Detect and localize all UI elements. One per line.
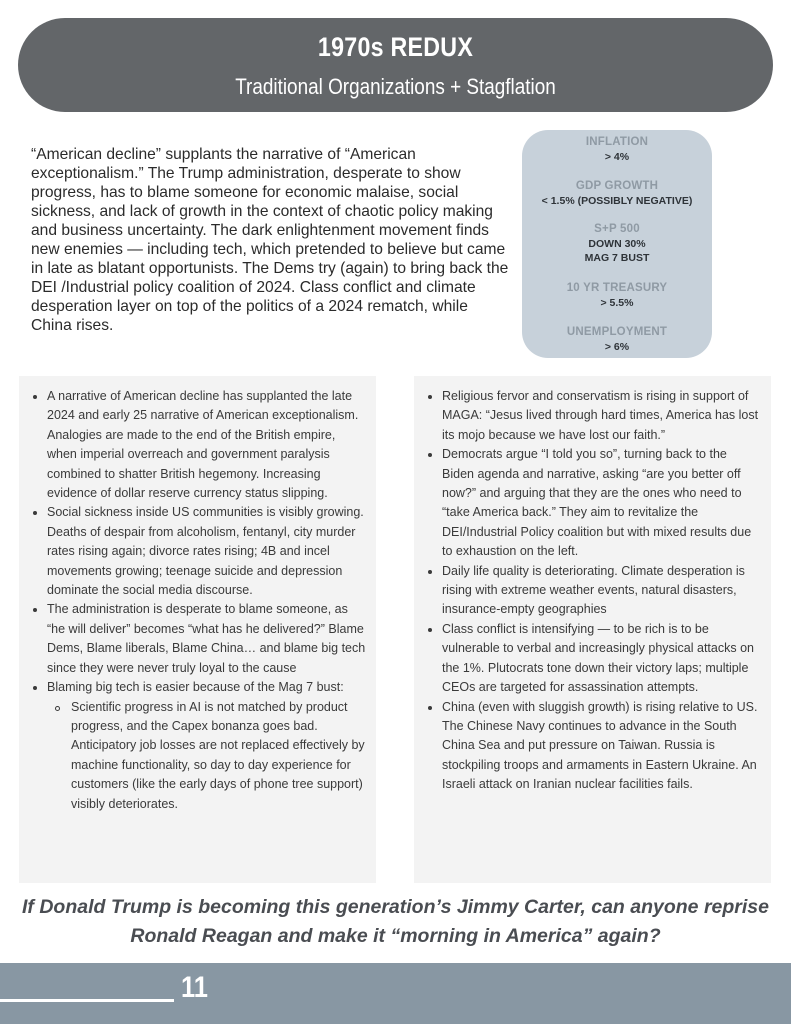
stat-unemployment <box>522 326 712 354</box>
stat-label: S+P 500 <box>594 223 640 235</box>
stat-value-secondary: MAG 7 BUST <box>584 252 650 264</box>
list-item-text: Daily life quality is deteriorating. Climate desperation is rising with extreme weather events, natural disasters, insurance-empty geographies <box>442 563 745 617</box>
bullet-list <box>19 376 376 814</box>
list-item-text: The administration is desperate to blame someone, as “he will deliver” becomes “what has he delivered?” Blame Dems, Blame liberals, Blame China… and blame big tech since they were never truly loyal to the cause <box>47 602 366 675</box>
closing-question: If Donald Trump is becoming this generation’s Jimmy Carter, can anyone reprise Ronald Reagan and make it “morning in America” again? <box>22 896 769 947</box>
list-item-text: Class conflict is intensifying — to be rich is to be vulnerable to verbal and increasingly physical attacks on the 1%. Plutocrats tone down their victory laps; multiple CEOs are targeted for assassination attempts. <box>442 621 754 695</box>
stat-label: 10 YR TREASURY <box>566 282 668 294</box>
sub-list-item-text: Scientific progress in AI is not matched by product progress, and the Capex bonanza goes bad. Anticipatory job losses are not replaced effectively by machine functionality, so day to day experience for customers (like the early days of phone tree support) visibly deteriorates. <box>71 699 365 811</box>
bullet-icon <box>33 511 37 515</box>
sub-bullet-list <box>47 698 366 814</box>
list-item <box>27 678 366 814</box>
list-item-text: Social sickness inside US communities is visibly growing. Deaths of despair from alcoholism, fentanyl, city murder rates rising again; divorce rates rising; 4B and incel movements growing; teenage suicide and depression dominate the social media discourse. <box>47 505 364 598</box>
list-item <box>422 562 761 620</box>
list-item-text: Religious fervor and conservatism is rising in support of MAGA: “Jesus lived through hard times, America has lost its mojo because we have lost our faith.” <box>442 389 759 442</box>
footer-rule <box>0 999 174 1002</box>
stat-gdp-growth <box>522 180 712 208</box>
stat-value: < 1.5% (POSSIBLY NEGATIVE) <box>541 195 693 207</box>
list-item <box>422 387 761 445</box>
bullet-icon <box>428 570 432 574</box>
list-item-text: Democrats argue “I told you so”, turning back to the Biden agenda and narrative, asking “are you better off now?” and arguing that they are the ones who need to “take America back.” They aim to revitalize the DEI/Industrial Policy coalition but with mixed results due to exhaustion on the left. <box>442 447 752 559</box>
stat-value: > 5.5% <box>600 297 634 309</box>
stat-label: UNEMPLOYMENT <box>566 326 668 338</box>
intro-paragraph: “American decline” supplants the narrative of “American exceptionalism.” The Trump administration, desperate to show progress, has to blame someone for economic malaise, social sickness, and lack of growth in the context of chaotic policy making and business uncertainty. The dark enlightenment movement finds new enemies — including tech, which pretended to believe but came in late as blatant opportunists. The Dems try (again) to bring back the DEI /Industrial policy coalition of 2024. Class conflict and climate desperation layer on top of the politics of a 2024 rematch, while China rises. <box>31 146 509 334</box>
stat-value: > 4% <box>604 151 630 163</box>
left-column <box>19 376 376 883</box>
list-item-text: Blaming big tech is easier because of the Mag 7 bust: <box>47 680 344 695</box>
stat-sp500 <box>522 223 712 265</box>
bullet-icon <box>33 395 37 399</box>
bullet-icon <box>33 608 37 612</box>
page-header <box>18 18 773 112</box>
page-subtitle: Traditional Organizations + Stagflation <box>235 74 556 99</box>
page-title: 1970s REDUX <box>317 32 474 62</box>
list-item-text: China (even with sluggish growth) is rising relative to US. The Chinese Navy continues to advance in the South China Sea and put pressure on Taiwan. Russia is stockpiling troops and armaments in Eastern Ukraine. An Israeli attack on Iranian nuclear facilities fails. <box>442 699 758 792</box>
bullet-list <box>414 376 771 795</box>
stat-10yr-treasury <box>522 282 712 310</box>
stat-value: > 6% <box>604 341 630 353</box>
page-number: 11 <box>181 971 208 1004</box>
list-item-text: A narrative of American decline has supplanted the late 2024 and early 25 narrative of American exceptionalism. Analogies are made to the end of the British empire, when imperial overreach and government paralysis combined to shatter British hegemony. Increasing evidence of dollar reserve currency status slipping. <box>47 389 359 501</box>
stat-label: GDP GROWTH <box>575 180 659 192</box>
stats-panel <box>522 130 712 358</box>
bullet-icon <box>428 395 432 399</box>
list-item <box>422 698 761 795</box>
stat-value: DOWN 30% <box>588 238 646 250</box>
list-item <box>422 445 761 561</box>
sub-list-item <box>51 698 366 814</box>
list-item <box>27 600 366 678</box>
hollow-bullet-icon <box>55 706 60 711</box>
list-item <box>27 503 366 600</box>
right-column <box>414 376 771 883</box>
stat-label: INFLATION <box>585 136 649 148</box>
bullet-icon <box>33 686 37 690</box>
list-item <box>422 620 761 698</box>
bullet-icon <box>428 628 432 632</box>
bullet-icon <box>428 453 432 457</box>
page-footer <box>0 963 791 1024</box>
bullet-icon <box>428 706 432 710</box>
list-item <box>27 387 366 503</box>
stat-inflation <box>522 136 712 164</box>
